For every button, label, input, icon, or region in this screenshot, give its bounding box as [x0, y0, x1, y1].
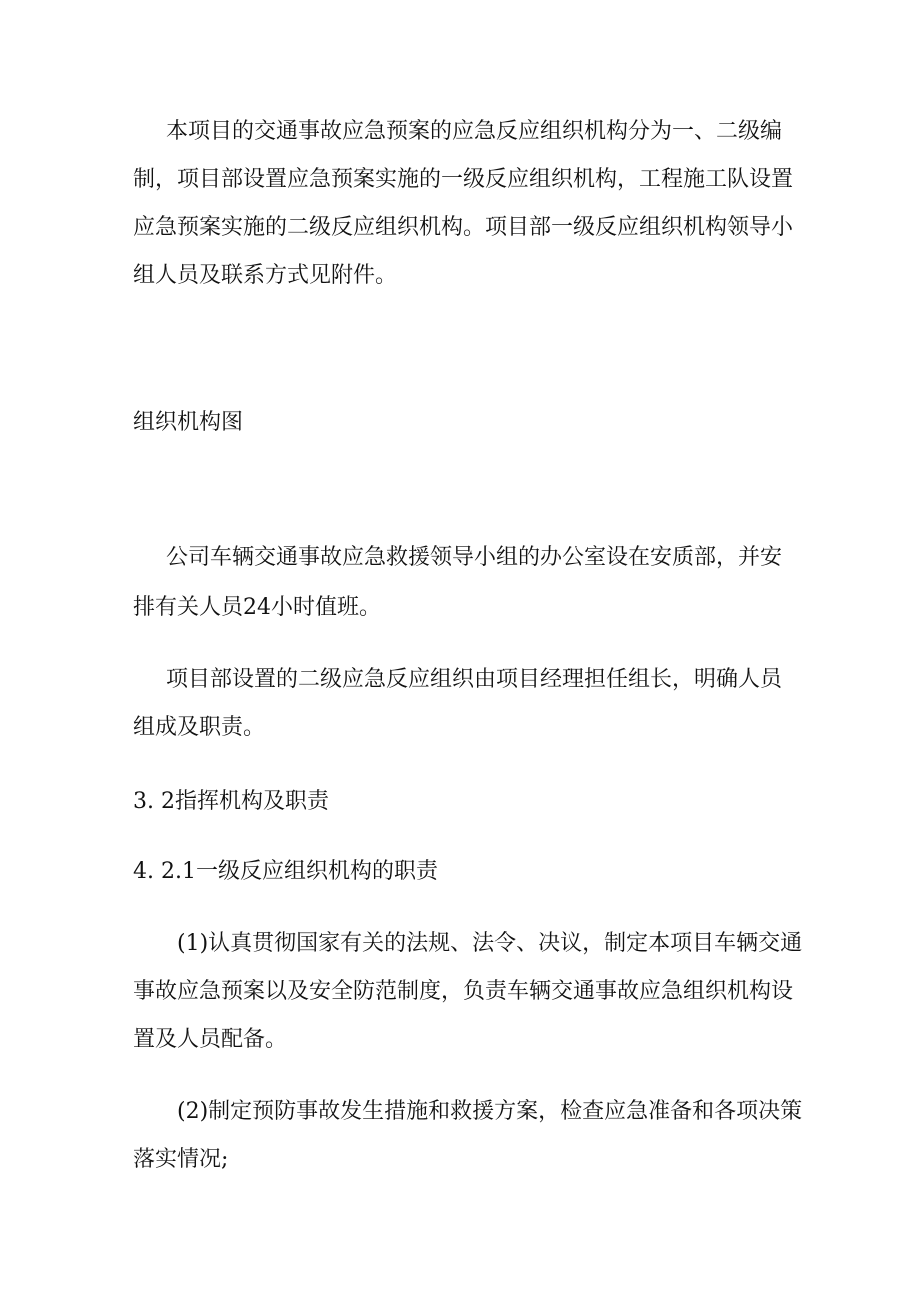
paragraph-1-line-4: 组人员及联系方式见附件。	[133, 263, 398, 288]
item-2-line-1: (2)制定预防事故发生措施和救援方案，检查应急准备和各项决策	[177, 1099, 803, 1124]
paragraph-3-line-2: 组成及职责。	[133, 715, 266, 740]
paragraph-2-line-1: 公司车辆交通事故应急救援领导小组的办公室设在安质部，并安	[166, 545, 783, 570]
item-2-line-2: 落实情况;	[133, 1147, 229, 1172]
paragraph-2-line-2: 排有关人员24小时值班。	[133, 595, 381, 620]
heading-org-chart: 组织机构图	[133, 410, 244, 435]
paragraph-1-line-2: 制，项目部设置应急预案实施的一级反应组织机构，工程施工队设置	[133, 167, 794, 192]
heading-section-4-2-1: 4. 2.1一级反应组织机构的职责	[133, 859, 438, 884]
paragraph-3-line-1: 项目部设置的二级应急反应组织由项目经理担任组长，明确人员	[166, 667, 783, 692]
item-1-line-2: 事故应急预案以及安全防范制度，负责车辆交通事故应急组织机构设	[133, 979, 794, 1004]
item-1-line-1: (1)认真贯彻国家有关的法规、法令、决议，制定本项目车辆交通	[177, 931, 803, 956]
item-1-line-3: 置及人员配备。	[133, 1027, 288, 1052]
paragraph-1-line-3: 应急预案实施的二级反应组织机构。项目部一级反应组织机构领导小	[133, 215, 794, 240]
paragraph-1-line-1: 本项目的交通事故应急预案的应急反应组织机构分为一、二级编	[166, 119, 783, 144]
heading-section-3-2: 3. 2指挥机构及职责	[133, 789, 329, 814]
